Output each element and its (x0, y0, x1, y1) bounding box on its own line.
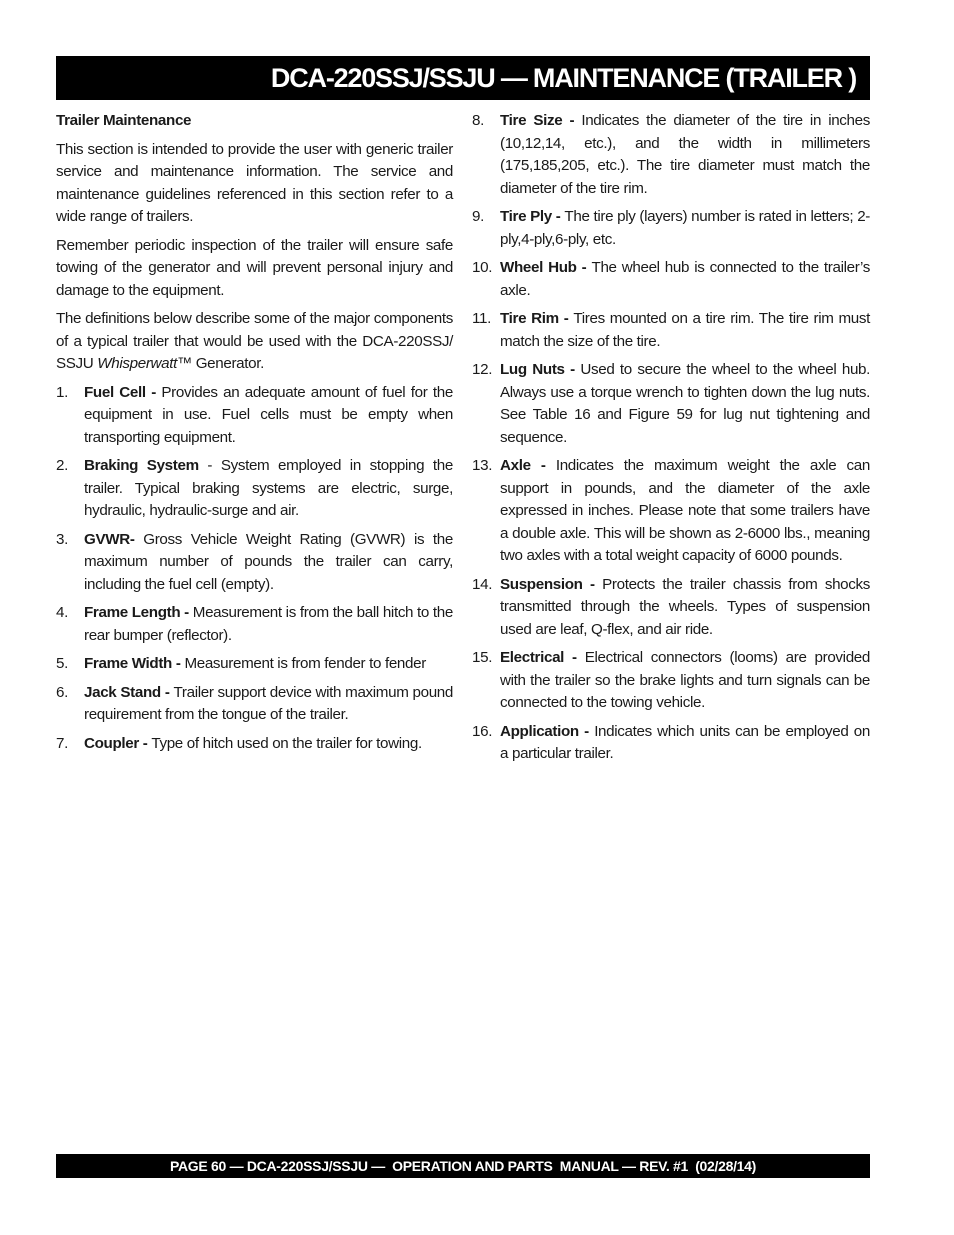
list-item-term: GVWR- (84, 530, 144, 548)
section-heading: Trailer Maintenance (56, 112, 192, 129)
page-footer-text: PAGE 60 — DCA-220SSJ/SSJU — OPERATION AND PARTS MANUAL — REV. #1 (02/28/14) (169, 1158, 757, 1174)
list-item-text: Gross Vehicle Weight Rating (GVWR) is the maximum number of pounds the trailer can carry, including the fuel cell (empty). (84, 530, 453, 593)
list-item-braking-system (56, 455, 453, 523)
list-item-tire-rim (472, 308, 870, 353)
list-item-text: Indicates the maximum weight the axle can support in pounds, and the diameter of the axle expressed in inches. Please note that some trailers have a double axle. This will be shown as 2-6000 lbs., meaning two axles with a total weight capacity of 6000 pounds. (500, 457, 870, 564)
list-item-text: Measurement is from fender to fender (184, 655, 426, 672)
list-item-term: Application - (500, 722, 595, 740)
list-item-application (472, 721, 870, 766)
list-item-number: 14. (472, 575, 493, 593)
page-footer-bar (56, 1154, 870, 1178)
list-item-lug-nuts (472, 359, 870, 449)
page-title: DCA-220SSJ/SSJU — MAINTENANCE (TRAILER ) (270, 62, 856, 93)
list-item-text: Indicates the diameter of the tire in inches (10,12,14, etc.), and the width in millimeters (175,185,205, etc.). The tire diameter must match the diameter of the tire rim. (500, 112, 870, 197)
list-item-text: - System employed in stopping the trailer. Typical braking systems are electric, surge, hydraulic, hydraulic-surge and air. (84, 457, 453, 519)
list-item-term: Electrical - (500, 649, 585, 666)
list-item-term: Lug Nuts - (500, 361, 581, 378)
intro-paragraph-2: Remember periodic inspection of the trailer will ensure safe towing of the generator and will prevent personal injury and damage to the equipment. (56, 236, 453, 299)
list-item-number: 9. (472, 208, 484, 225)
list-item-number: 16. (472, 722, 493, 740)
intro-paragraph-1: This section is intended to provide the user with generic trailer service and maintenance information. The service and maintenance guidelines referenced in this section refer to a wide range of trailers. (56, 140, 453, 225)
list-item-suspension (472, 574, 870, 642)
list-item-term: Jack Stand - (84, 683, 174, 701)
list-item-jack-stand (56, 682, 453, 727)
list-item-text: Protects the trailer chassis from shocks transmitted through the wheels. Types of suspension used are leaf, Q-flex, and air ride. (500, 575, 870, 638)
list-item-term: Tire Rim - (500, 310, 574, 327)
list-item-wheel-hub (472, 257, 870, 302)
list-item-text: Trailer support device with maximum pound requirement from the tongue of the trailer. (84, 683, 453, 723)
list-item-number: 5. (56, 655, 68, 672)
left-column (56, 110, 453, 761)
list-item-axle (472, 455, 870, 568)
list-item-coupler (56, 733, 453, 756)
intro-paragraph-3-start: The definitions below describe some of the major components of a typical trailer that would be used with the DCA-220SSJ/ SSJU (56, 310, 453, 372)
list-item-number: 7. (56, 734, 68, 752)
intro-paragraph-3 (56, 308, 453, 376)
list-item-number: 1. (56, 383, 68, 401)
list-item-term: Tire Size - (500, 112, 582, 129)
list-item-text: Provides an adequate amount of fuel for the equipment in use. Fuel cells must be empty when transporting equipment. (84, 383, 453, 446)
list-item-term: Braking System (84, 457, 199, 474)
list-item-text: Tires mounted on a tire rim. The tire rim must match the size of the tire. (500, 310, 870, 350)
intro-paragraph-3-end: Generator. (191, 355, 264, 372)
list-item-number: 2. (56, 457, 68, 474)
list-item-term: Wheel Hub - (500, 259, 592, 276)
list-item-number: 4. (56, 604, 68, 621)
list-item-number: 15. (472, 649, 493, 666)
list-item-text: Electrical connectors (looms) are provided with the trailer so the brake lights and turn signals can be connected to the towing vehicle. (500, 649, 870, 711)
list-item-number: 13. (472, 457, 493, 474)
list-item-text: Type of hitch used on the trailer for towing. (151, 734, 422, 752)
list-item-fuel-cell (56, 382, 453, 450)
list-item-term: Tire Ply - (500, 208, 565, 225)
list-item-tire-ply (472, 206, 870, 251)
list-item-text: The tire ply (layers) number is rated in letters; 2-ply,4-ply,6-ply, etc. (500, 208, 870, 248)
right-column (472, 110, 870, 772)
list-item-number: 11. (472, 310, 491, 327)
page-header-bar (56, 56, 870, 100)
list-item-frame-width (56, 653, 453, 676)
list-item-term: Frame Width - (84, 655, 185, 672)
whisperwatt-trademark: Whisperwatt™ (97, 355, 192, 372)
list-item-term: Fuel Cell - (84, 383, 162, 401)
list-item-number: 3. (56, 530, 68, 548)
list-item-text: Measurement is from the ball hitch to the rear bumper (reflector). (84, 604, 453, 644)
list-item-term: Frame Length - (84, 604, 193, 621)
list-item-text: The wheel hub is connected to the trailer’s axle. (500, 259, 871, 299)
list-item-text: Indicates which units can be employed on a particular trailer. (500, 722, 870, 762)
list-item-gvwr (56, 529, 453, 597)
list-item-term: Coupler - (84, 734, 152, 752)
list-item-term: Axle - (500, 457, 556, 474)
list-item-number: 12. (472, 361, 493, 378)
list-item-electrical (472, 647, 870, 715)
list-item-number: 6. (56, 683, 68, 701)
list-item-term: Suspension - (500, 575, 603, 593)
list-item-tire-size (472, 110, 870, 200)
list-item-number: 8. (472, 112, 484, 129)
list-item-frame-length (56, 602, 453, 647)
list-item-text: Used to secure the wheel to the wheel hub. Always use a torque wrench to tighten down the lug nuts. See Table 16 and Figure 59 for lug nut tightening and sequence. (500, 361, 871, 446)
list-item-number: 10. (472, 259, 493, 276)
